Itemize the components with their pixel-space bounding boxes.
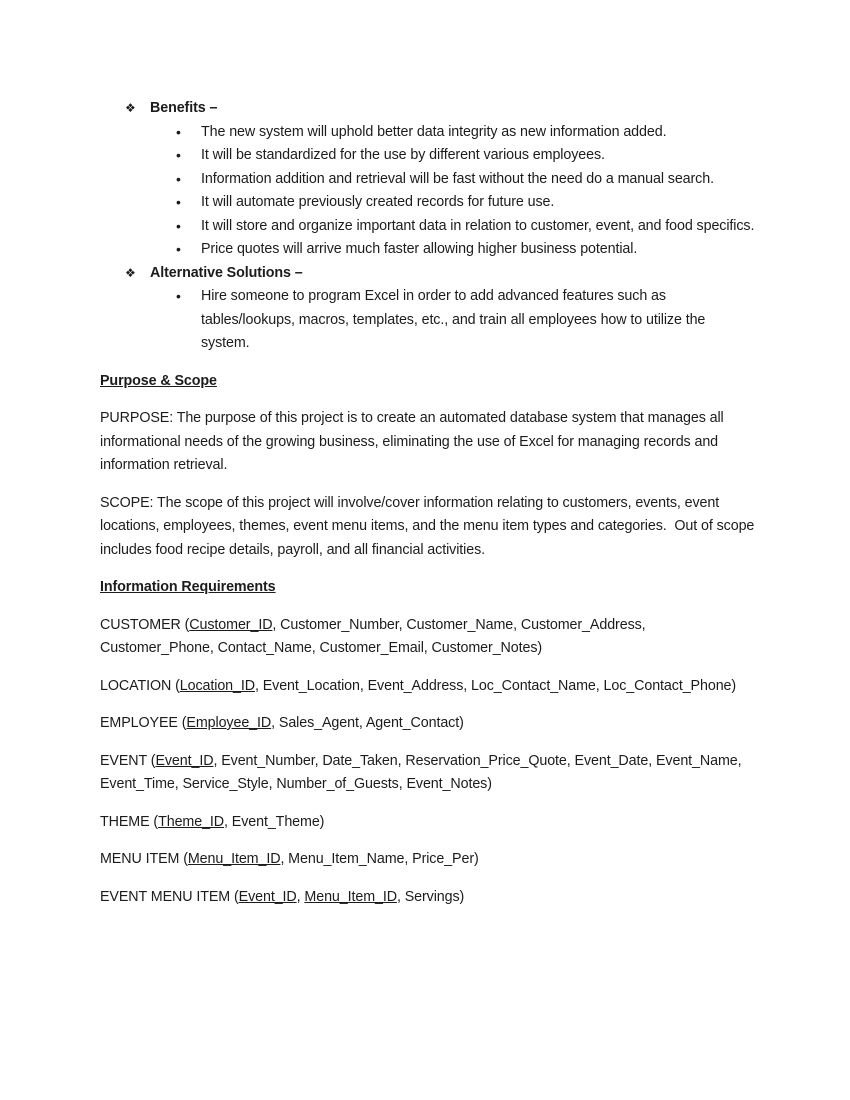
- text-segment: , Event_Number, Date_Taken, Reservation_Price_Quote, Event_Date, Event_Name, Event_Time, Service_Style, Number_of_Guests, Event_Notes): [100, 752, 746, 792]
- text-segment: MENU ITEM (: [100, 851, 188, 867]
- round-bullet-icon: •: [176, 288, 181, 304]
- entity-customer: [100, 614, 755, 661]
- primary-key-field: Menu_Item_ID: [187, 851, 281, 867]
- primary-key-field: Employee_ID: [186, 715, 272, 731]
- entity-employee: [100, 712, 755, 736]
- entity-menu-item: [100, 848, 755, 872]
- benefits-heading-item: [100, 97, 755, 121]
- purpose-scope-heading: Purpose & Scope: [100, 372, 217, 389]
- information-requirements-heading: Information Requirements: [100, 579, 276, 595]
- round-bullet-icon: •: [176, 241, 181, 257]
- text-segment: CUSTOMER (: [100, 616, 190, 633]
- benefits-list: [100, 97, 755, 356]
- alternative-solution-item-text: Hire someone to program Excel in order to add advanced features such as tables/lookups, macros, templates, etc., and train all employees how to utilize the system.: [201, 288, 710, 351]
- list-item: [100, 168, 755, 192]
- primary-key-field: Location_ID: [179, 677, 255, 694]
- round-bullet-icon: •: [176, 170, 181, 187]
- text-segment: LOCATION (: [100, 677, 180, 694]
- diamond-bullet-icon: ❖: [125, 101, 136, 115]
- primary-key-field: Event_ID: [155, 752, 214, 769]
- benefit-item-text: Information addition and retrieval will be fast without the need do a manual search.: [201, 170, 714, 187]
- list-item: [100, 215, 755, 239]
- scope-paragraph: SCOPE: The scope of this project will involve/cover information relating to customers, events, event locations, employees, themes, event menu items, and the menu item types and categories. Out of scope includes food recipe details, payroll, and all financial activities.: [100, 494, 759, 558]
- primary-key-field: Theme_ID: [158, 813, 225, 830]
- entity-event-menu-item: [100, 886, 755, 910]
- alternative-solutions-heading-item: [100, 262, 755, 286]
- primary-key-field: Customer_ID: [189, 616, 273, 633]
- alternative-solutions-heading: Alternative Solutions –: [150, 264, 303, 281]
- text-segment: EMPLOYEE (: [100, 715, 187, 731]
- text-segment: , Menu_Item_Name, Price_Per): [280, 851, 479, 867]
- round-bullet-icon: •: [176, 194, 181, 210]
- text-segment: EVENT (: [100, 752, 156, 769]
- purpose-paragraph: PURPOSE: The purpose of this project is to create an automated database system that manages all informational needs of the growing business, eliminating the use of Excel for managing records and information retrieval.: [100, 410, 728, 473]
- text-segment: , Sales_Agent, Agent_Contact): [271, 715, 464, 731]
- text-segment: , Event_Theme): [224, 813, 325, 830]
- list-item: [100, 238, 755, 262]
- round-bullet-icon: •: [176, 123, 181, 140]
- benefit-item-text: Price quotes will arrive much faster allowing higher business potential.: [201, 241, 638, 257]
- text-segment: ,: [296, 888, 305, 905]
- entity-location: [100, 675, 755, 699]
- list-item: [100, 285, 755, 356]
- primary-key-field: Event_ID: [238, 888, 297, 905]
- entity-event: [100, 750, 755, 797]
- entity-theme: [100, 811, 755, 835]
- benefit-item-text: It will be standardized for the use by different various employees.: [201, 147, 605, 163]
- benefit-item-text: It will store and organize important data in relation to customer, event, and food specifics.: [201, 217, 755, 234]
- benefit-item-text: It will automate previously created records for future use.: [201, 194, 555, 210]
- text-segment: , Event_Location, Event_Address, Loc_Contact_Name, Loc_Contact_Phone): [254, 677, 737, 694]
- text-segment: EVENT MENU ITEM (: [100, 888, 239, 905]
- list-item: [100, 191, 755, 215]
- primary-key-field: Menu_Item_ID: [304, 888, 397, 905]
- text-segment: , Servings): [396, 888, 465, 905]
- diamond-bullet-icon: ❖: [125, 265, 136, 280]
- text-segment: THEME (: [100, 813, 159, 830]
- list-item: [100, 144, 755, 168]
- round-bullet-icon: •: [176, 217, 181, 234]
- round-bullet-icon: •: [176, 147, 181, 163]
- benefit-item-text: The new system will uphold better data integrity as new information added.: [201, 123, 667, 140]
- list-item: [100, 121, 755, 145]
- benefits-heading: Benefits –: [150, 100, 218, 116]
- text-segment: , Customer_Number, Customer_Name, Customer_Address, Customer_Phone, Contact_Name, Customer_Email, Customer_Notes): [100, 616, 650, 656]
